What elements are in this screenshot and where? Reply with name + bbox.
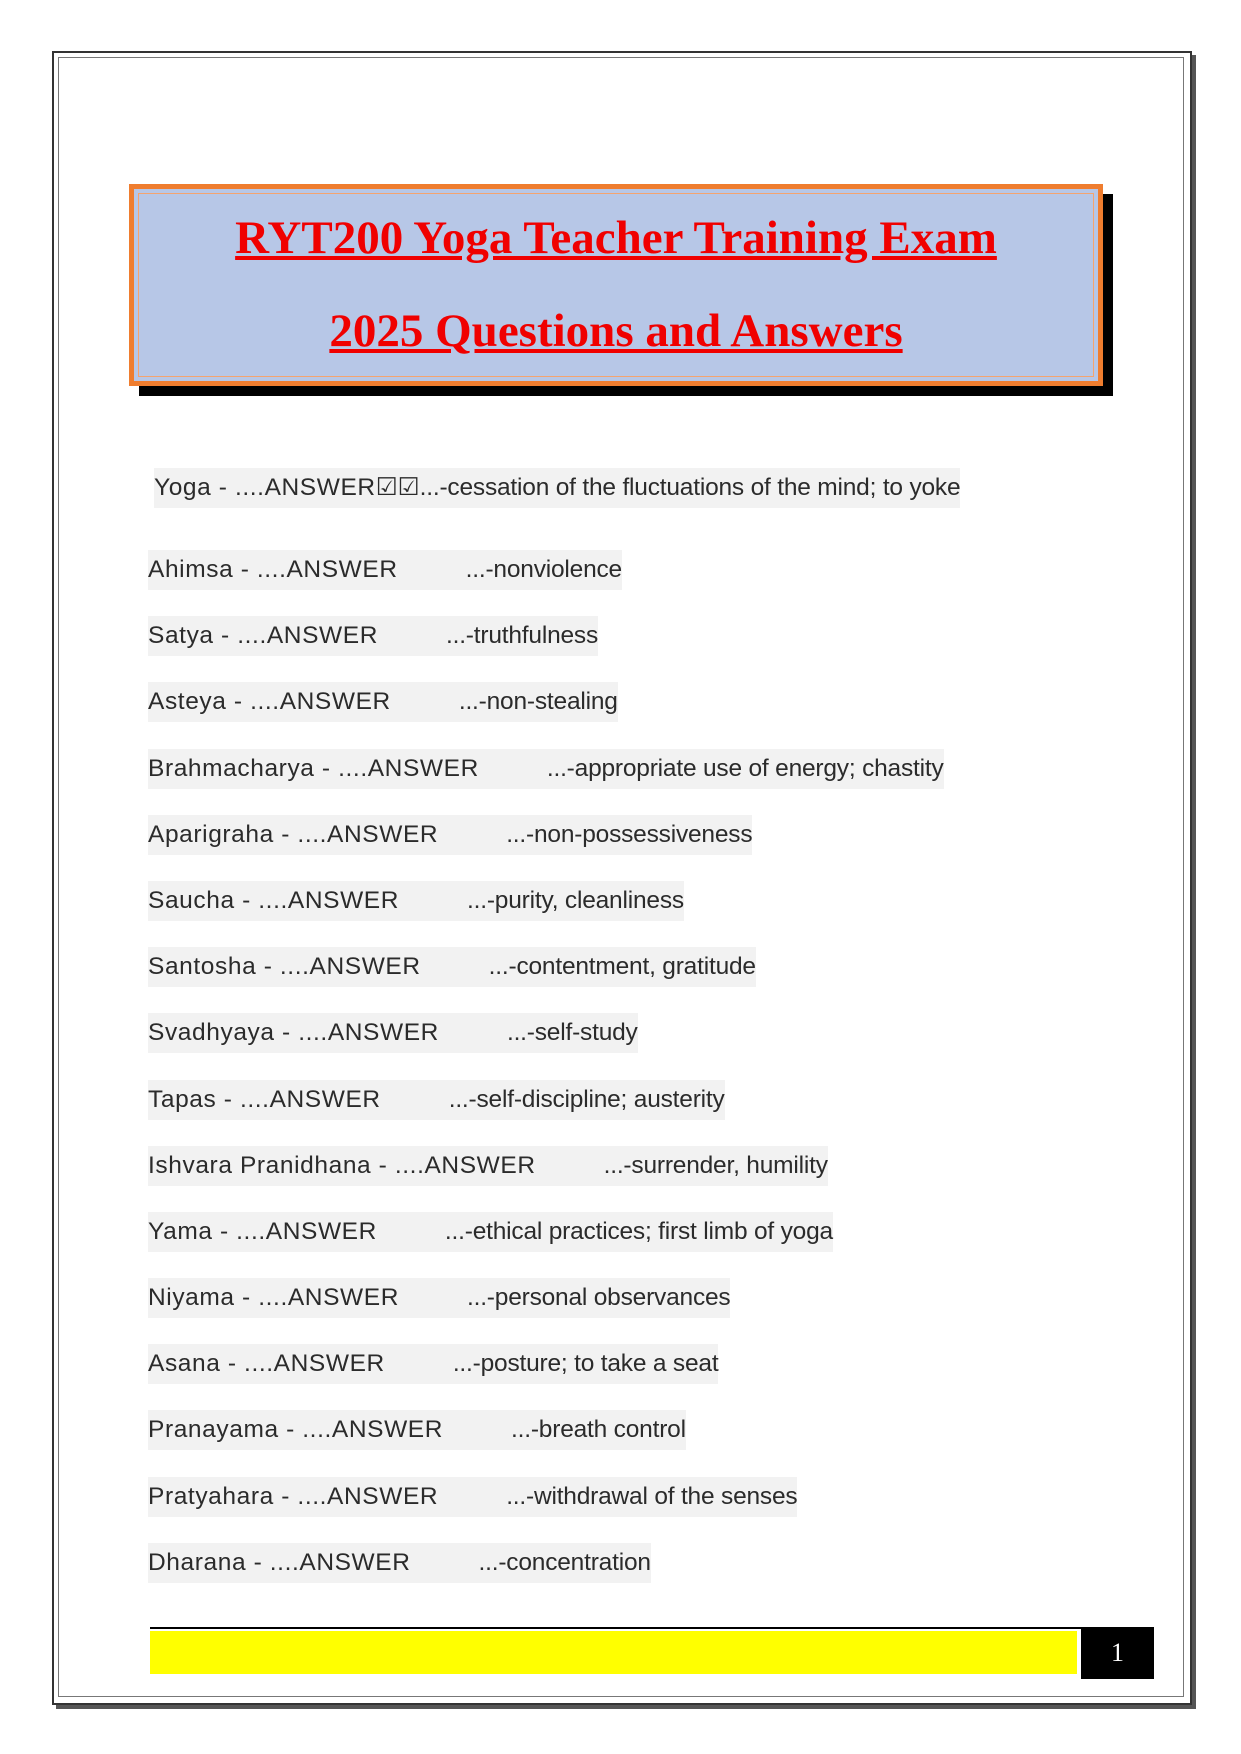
page-number: 1 — [1081, 1627, 1154, 1679]
qa-term: Saucha - ....ANSWER — [148, 886, 400, 914]
qa-term: Asteya - ....ANSWER — [148, 688, 391, 716]
qa-term: Svadhyaya - ....ANSWER — [148, 1019, 439, 1047]
qa-term: Satya - ....ANSWER — [148, 622, 378, 650]
qa-answer: ...-withdrawal of the senses — [506, 1482, 798, 1510]
qa-answer: ...-purity, cleanliness — [467, 886, 684, 914]
qa-entry — [148, 1410, 960, 1476]
title-line-2: 2025 Questions and Answers — [329, 305, 903, 357]
qa-entry — [148, 749, 960, 815]
qa-entry — [148, 1212, 960, 1278]
qa-list — [148, 468, 960, 1609]
qa-term: Brahmacharya - ....ANSWER — [148, 754, 479, 782]
qa-entry — [148, 1013, 960, 1079]
qa-answer: ...-posture; to take a seat — [452, 1350, 719, 1378]
footer-rule — [150, 1627, 1110, 1629]
qa-entry — [148, 468, 960, 550]
qa-answer: ...-cessation of the fluctuations of the mind; to yoke — [419, 474, 961, 501]
qa-entry — [148, 1344, 960, 1410]
qa-term: Ishvara Pranidhana - ....ANSWER — [148, 1151, 536, 1179]
qa-term: Pranayama - ....ANSWER — [148, 1416, 444, 1444]
footer-bar — [150, 1631, 1077, 1674]
qa-entry — [148, 1543, 960, 1609]
qa-entry — [148, 1146, 960, 1212]
title-box — [129, 184, 1103, 386]
qa-answer: ...-self-study — [506, 1019, 638, 1047]
qa-term: Yama - ....ANSWER — [148, 1217, 377, 1245]
qa-entry — [148, 881, 960, 947]
qa-answer: ...-appropriate use of energy; chastity — [546, 754, 944, 782]
qa-entry — [148, 1080, 960, 1146]
qa-term: Pratyahara - ....ANSWER — [148, 1482, 439, 1510]
qa-answer: ...-non-possessiveness — [506, 820, 753, 848]
qa-answer: ...-nonviolence — [465, 556, 622, 583]
qa-term: Ahimsa - ....ANSWER — [148, 556, 398, 583]
qa-answer: ...-personal observances — [466, 1284, 731, 1312]
qa-entry — [148, 682, 960, 748]
qa-term: Yoga - ....ANSWER — [154, 474, 376, 501]
qa-term: Asana - ....ANSWER — [148, 1350, 385, 1378]
qa-answer: ...-surrender, humility — [603, 1151, 828, 1179]
qa-answer: ...-ethical practices; first limb of yoga — [444, 1217, 833, 1245]
qa-entry — [148, 1278, 960, 1344]
qa-answer: ...-self-discipline; austerity — [448, 1085, 725, 1113]
qa-term: Aparigraha - ....ANSWER — [148, 820, 439, 848]
checkbox-icon: ☑☑ — [375, 474, 420, 501]
title-line-1: RYT200 Yoga Teacher Training Exam — [235, 212, 997, 264]
qa-entry — [148, 947, 960, 1013]
qa-answer: ...-breath control — [511, 1416, 686, 1444]
qa-entry — [148, 550, 960, 616]
qa-answer: ...-concentration — [478, 1548, 651, 1576]
qa-entry — [148, 815, 960, 881]
qa-answer: ...-truthfulness — [445, 622, 599, 650]
qa-entry — [148, 616, 960, 682]
qa-entry — [148, 1477, 960, 1543]
qa-answer: ...-contentment, gratitude — [488, 953, 756, 981]
qa-term: Dharana - ....ANSWER — [148, 1548, 411, 1576]
qa-term: Santosha - ....ANSWER — [148, 953, 421, 981]
qa-term: Tapas - ....ANSWER — [148, 1085, 381, 1113]
qa-answer: ...-non-stealing — [458, 688, 618, 716]
qa-term: Niyama - ....ANSWER — [148, 1284, 399, 1312]
